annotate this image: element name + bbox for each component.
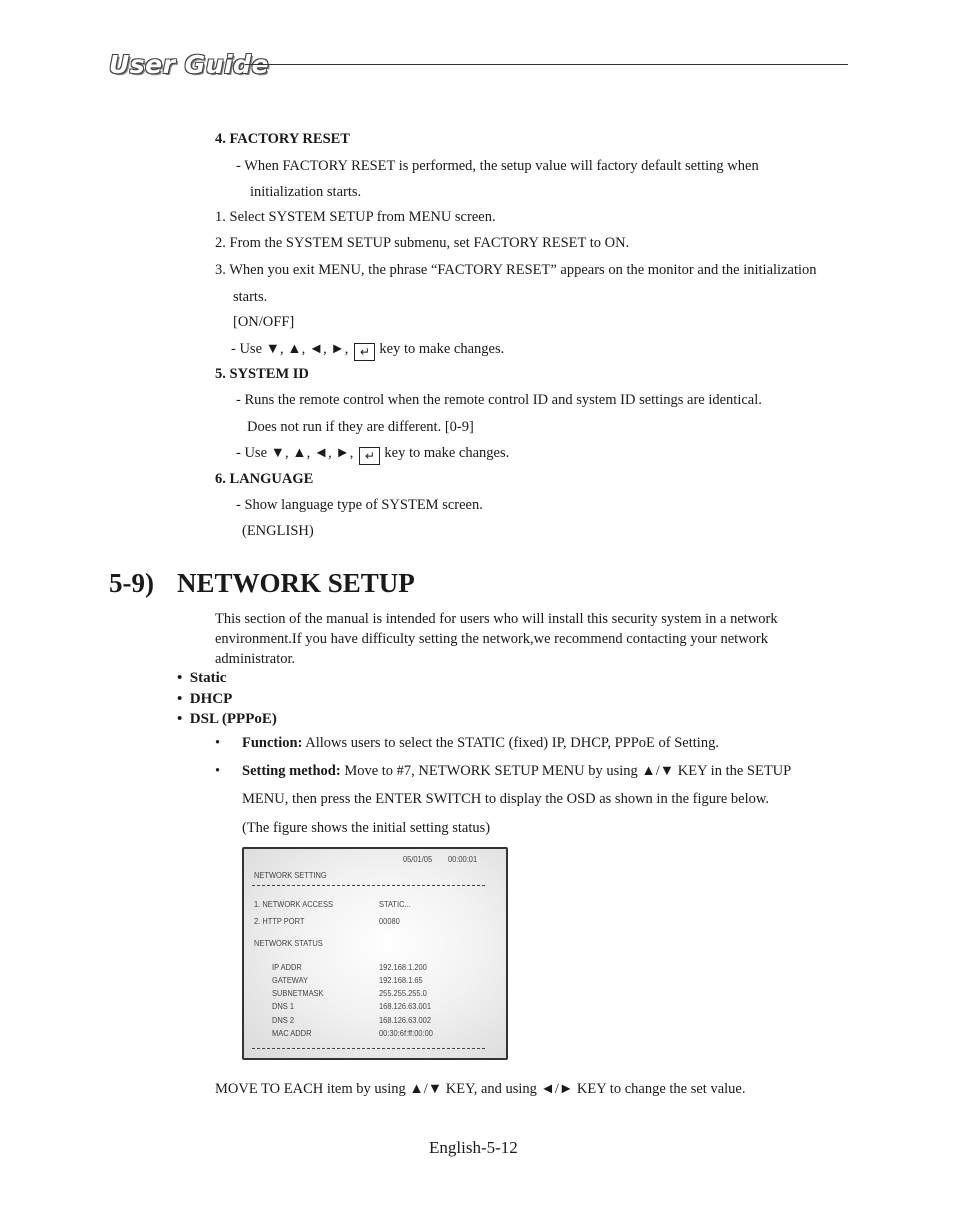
osd-item-value-network-access: STATIC... — [379, 899, 411, 909]
mode-item-static: • Static — [177, 670, 227, 686]
section-heading — [109, 566, 415, 600]
system-id-heading: 5. SYSTEM ID — [215, 366, 309, 382]
method-description-line3: (The figure shows the initial setting status) — [242, 820, 491, 836]
key-instruction-suffix: key to make changes. — [384, 445, 510, 461]
osd-time: 00:00:01 — [448, 854, 478, 864]
factory-reset-step2: 2. From the SYSTEM SETUP submenu, set FACTORY RESET to ON. — [215, 235, 630, 251]
osd-status-value: 168.126.63.002 — [379, 1015, 432, 1025]
mode-label: DHCP — [189, 691, 233, 707]
method-bullet: • — [215, 763, 221, 779]
network-setting-osd-screen — [242, 847, 508, 1060]
system-id-desc-line1: - Runs the remote control when the remote control ID and system ID settings are identical. — [236, 392, 762, 408]
osd-status-label: MAC ADDR — [272, 1028, 312, 1038]
osd-title: NETWORK SETTING — [254, 870, 327, 880]
header-rule — [245, 64, 848, 65]
method-text: Move to #7, NETWORK SETUP MENU by using ▲/▼ KEY in the SETUP — [340, 763, 792, 779]
mode-item-pppoe: • DSL (PPPoE) — [177, 711, 277, 727]
osd-status-label: DNS 1 — [272, 1001, 295, 1011]
factory-reset-desc-line1: - When FACTORY RESET is performed, the setup value will factory default setting when — [236, 158, 759, 174]
osd-status-value: 168.126.63.001 — [379, 1001, 432, 1011]
mode-label: DSL (PPPoE) — [189, 711, 277, 727]
function-label: Function: — [242, 735, 303, 751]
function-bullet: • — [215, 735, 221, 751]
method-label: Setting method: — [242, 763, 341, 779]
move-instruction: MOVE TO EACH item by using ▲/▼ KEY, and using ◄/► KEY to change the set value. — [215, 1081, 746, 1097]
factory-reset-step3-line1: 3. When you exit MENU, the phrase “FACTORY RESET” appears on the monitor and the initialization — [215, 262, 817, 278]
key-instruction-prefix: - Use ▼, ▲, ◄, ►, — [231, 341, 349, 357]
osd-status-label: IP ADDR — [272, 962, 302, 972]
osd-status-label: DNS 2 — [272, 1015, 295, 1025]
osd-item-label-http-port: 2. HTTP PORT — [254, 916, 305, 926]
osd-status-label: GATEWAY — [272, 975, 309, 985]
enter-key-icon: ↵ — [359, 447, 380, 465]
osd-date: 05/01/05 — [403, 854, 433, 864]
mode-label: Static — [189, 670, 227, 686]
factory-reset-heading: 4. FACTORY RESET — [215, 131, 350, 147]
factory-reset-step3-line2: starts. — [233, 289, 268, 305]
osd-item-label-network-access: 1. NETWORK ACCESS — [254, 899, 333, 909]
osd-status-value: 255.255.255.0 — [379, 988, 427, 998]
section-title: NETWORK SETUP — [177, 568, 415, 598]
system-id-desc-line2: Does not run if they are different. [0-9] — [247, 419, 474, 435]
osd-status-value: 192.168.1.65 — [379, 975, 423, 985]
language-heading: 6. LANGUAGE — [215, 471, 314, 487]
function-description — [242, 734, 719, 752]
osd-status-value: 192.168.1.200 — [379, 962, 427, 972]
factory-reset-values: [ON/OFF] — [233, 314, 295, 330]
osd-item-value-http-port: 00080 — [379, 916, 400, 926]
osd-divider-bottom — [252, 1048, 485, 1049]
method-description-line1 — [242, 762, 791, 780]
key-instruction-suffix: key to make changes. — [379, 341, 505, 357]
key-instruction-prefix: - Use ▼, ▲, ◄, ►, — [236, 445, 354, 461]
factory-reset-desc-line2: initialization starts. — [250, 184, 362, 200]
factory-reset-key-instruction — [231, 340, 504, 361]
enter-key-icon: ↵ — [354, 343, 375, 361]
factory-reset-step1: 1. Select SYSTEM SETUP from MENU screen. — [215, 209, 496, 225]
system-id-key-instruction — [236, 444, 509, 465]
section-number: 5-9) — [109, 568, 154, 598]
network-intro: This section of the manual is intended for users who will install this security system in a network environment.If you have difficulty setting the network,we recommend contacting your network administrator. — [215, 611, 778, 667]
page-number: English-5-12 — [429, 1138, 518, 1157]
method-description-line2: MENU, then press the ENTER SWITCH to display the OSD as shown in the figure below. — [242, 791, 770, 807]
function-text: Allows users to select the STATIC (fixed) IP, DHCP, PPPoE of Setting. — [302, 735, 719, 751]
osd-status-label: SUBNETMASK — [272, 988, 324, 998]
osd-status-title: NETWORK STATUS — [254, 938, 323, 948]
osd-divider-top — [252, 885, 485, 886]
language-desc: - Show language type of SYSTEM screen. — [236, 497, 483, 513]
user-guide-logo: User Guide — [109, 50, 269, 79]
osd-status-value: 00:30:6f:ff:00:00 — [379, 1028, 433, 1038]
language-value: (ENGLISH) — [242, 523, 314, 539]
mode-item-dhcp: • DHCP — [177, 691, 233, 707]
